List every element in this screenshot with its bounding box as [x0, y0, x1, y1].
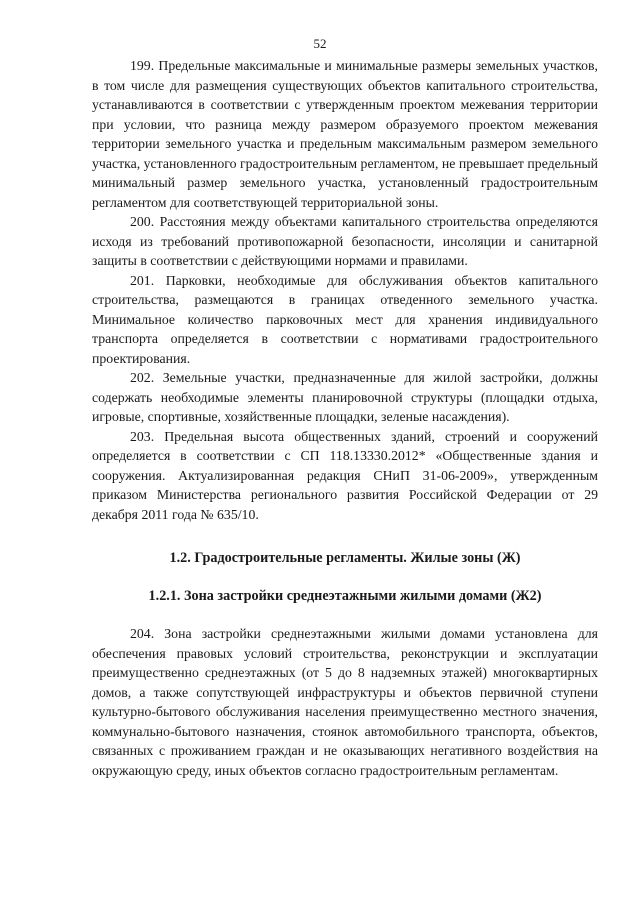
- paragraph-202: 202. Земельные участки, предназначенные для жилой застройки, должны содержать необходимые элементы планировочной структуры (площадки отдыха, игровые, спортивные, хозяйственные площадки, зеленые насаждения).: [92, 370, 598, 424]
- paragraph-200: 200. Расстояния между объектами капитального строительства определяются исходя из требований противопожарной безопасности, инсоляции и санитарной защиты в соответствии с действующими нормами и правилами.: [92, 214, 598, 268]
- subsection-heading-zh2: 1.2.1. Зона застройки среднеэтажными жилыми домами (Ж2): [148, 588, 542, 604]
- page-number: 52: [313, 36, 327, 51]
- section-heading-residential-zones: 1.2. Градостроительные регламенты. Жилые зоны (Ж): [169, 550, 521, 566]
- document-body: [92, 56, 598, 780]
- paragraph-203: 203. Предельная высота общественных зданий, строений и сооружений определяется в соответствии с СП 118.13330.2012* «Общественные здания и сооружения. Актуализированная редакция СНиП 31-06-2009», утвержденным приказом Министерства регионального развития Российской Федерации от 29 декабря 2011 года № 635/10.: [92, 428, 598, 522]
- paragraph-199: 199. Предельные максимальные и минимальные размеры земельных участков, в том числе для размещения существующих объектов капитального строительства, устанавливаются в соответствии с утвержденным проектом межевания территории при условии, что разница между размером образуемого проектом межевания территории земельного участка и предельным максимальным размером земельного участка, установленного градостроительным регламентом, не превышает предельный минимальный размер земельного участка, установленный градостроительным регламентом для соответствующей территориальной зоны.: [92, 58, 598, 210]
- paragraph-201: 201. Парковки, необходимые для обслуживания объектов капитального строительства, размещаются в границах отведенного земельного участка. Минимальное количество парковочных мест для хранения индивидуального транспорта определяется в соответствии с нормативами градостроительного проектирования.: [92, 272, 598, 366]
- paragraph-204: 204. Зона застройки среднеэтажными жилыми домами установлена для обеспечения правовых условий строительства, реконструкции и эксплуатации преимущественно среднеэтажных (от 5 до 8 надземных этажей) многоквартирных домов, а также сопутствующей инфраструктуры и объектов первичной ступени культурно-бытового обслуживания населения преимущественно местного значения, коммунально-бытового назначения, стоянок автомобильного транспорта, объектов, связанных с проживанием граждан и не оказывающих негативного воздействия на окружающую среду, иных объектов согласно градостроительным регламентам.: [92, 626, 598, 778]
